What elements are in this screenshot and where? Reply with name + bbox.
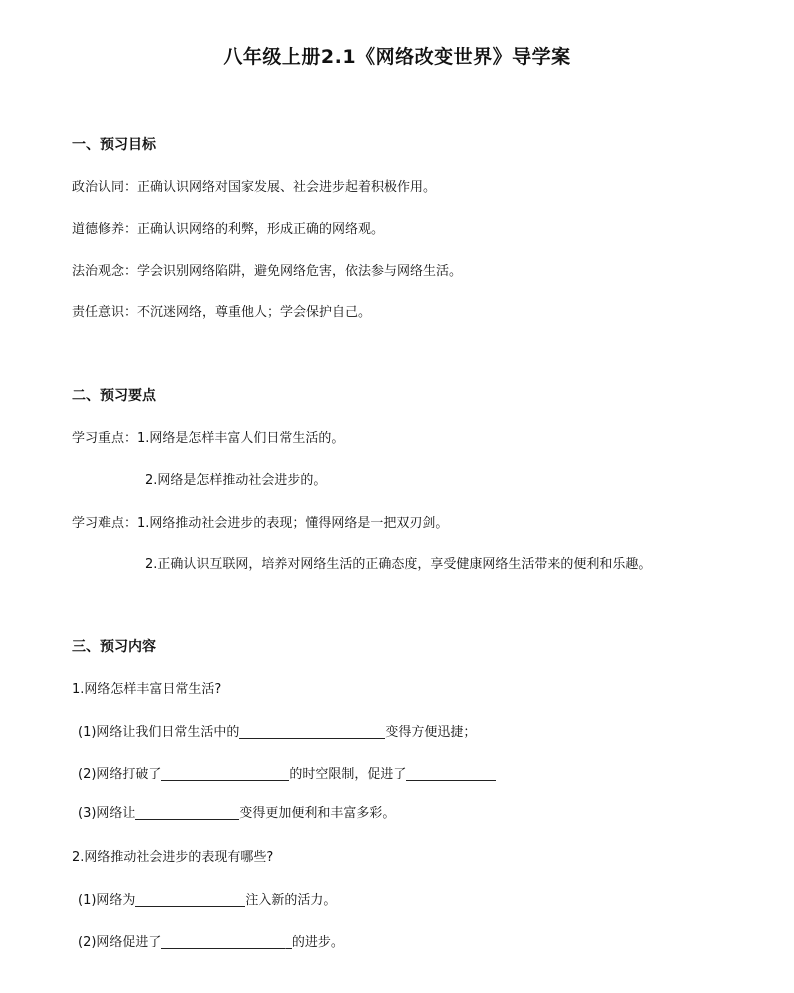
q2-l2-prefix: (2)网络促进了 [78,935,162,950]
goal-political: 政治认同：正确认识网络对国家发展、社会进步起着积极作用。 [72,180,437,195]
fill-blank[interactable] [161,934,285,949]
fill-blank[interactable] [135,805,239,820]
q2-l1-suffix: 注入新的活力。 [245,893,337,908]
question-2: 2.网络推动社会进步的表现有哪些? [72,850,274,865]
q1-l3-prefix: (3)网络让 [78,806,136,821]
difficulty-label: 学习难点： [72,516,138,531]
q1-l3-suffix: 变得更加便利和丰富多彩。 [239,806,396,821]
fill-blank[interactable] [239,724,385,739]
q2-l1-prefix: (1)网络为 [78,893,136,908]
section-heading-goals: 一、预习目标 [72,137,156,153]
fill-blank[interactable] [406,766,496,781]
q1-line-3 [78,802,395,821]
goal-legal: 法治观念：学会识别网络陷阱，避免网络危害，依法参与网络生活。 [72,264,463,279]
difficulty-item-2: 2.正确认识互联网，培养对网络生活的正确态度，享受健康网络生活带来的便利和乐趣。 [145,557,652,572]
fill-blank[interactable] [135,892,245,907]
q2-line-1 [78,889,336,908]
focus-label: 学习重点： [72,431,138,446]
q1-l1-suffix: 变得方便迅捷； [385,725,477,740]
question-1: 1.网络怎样丰富日常生活? [72,682,222,697]
section-heading-content: 三、预习内容 [72,639,156,655]
fill-blank[interactable] [161,766,289,781]
focus-item-1: 1.网络是怎样丰富人们日常生活的。 [137,431,345,446]
q2-l2-suffix: _的进步。 [285,935,344,950]
q1-l1-prefix: (1)网络让我们日常生活中的 [78,725,240,740]
focus-item-2: 2.网络是怎样推动社会进步的。 [145,473,327,488]
q1-l2-middle: 的时空限制，促进了 [289,767,407,782]
goal-responsibility: 责任意识：不沉迷网络，尊重他人；学会保护自己。 [72,305,372,320]
goal-moral: 道德修养：正确认识网络的利弊，形成正确的网络观。 [72,222,385,237]
page-title: 八年级上册2.1《网络改变世界》导学案 [223,46,571,68]
q1-line-2 [78,763,496,782]
q1-l2-prefix: (2)网络打破了 [78,767,162,782]
section-heading-keypoints: 二、预习要点 [72,388,156,404]
focus-line-1 [72,427,344,446]
q1-line-1 [78,721,476,740]
difficulty-line-1 [72,512,448,531]
difficulty-item-1: 1.网络推动社会进步的表现；懂得网络是一把双刃剑。 [137,516,449,531]
q2-line-2 [78,931,344,950]
